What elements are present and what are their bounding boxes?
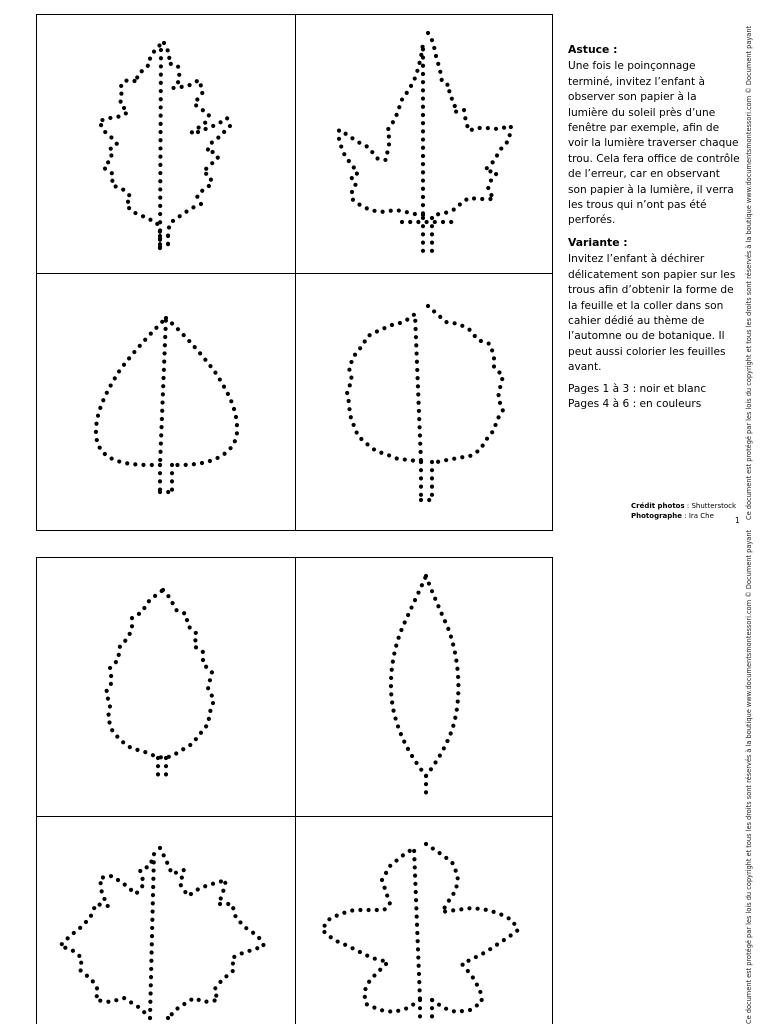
photo-credit bbox=[631, 501, 736, 521]
credit-photographer-label: Photographe bbox=[631, 512, 683, 520]
grid-divider bbox=[37, 816, 552, 817]
pages-bw-text: Pages 1 à 3 : noir et blanc bbox=[568, 382, 707, 395]
credit-photos-label: Crédit photos bbox=[631, 502, 685, 510]
instructions-panel bbox=[568, 42, 740, 412]
variante-heading: Variante : bbox=[568, 235, 628, 249]
grid-divider bbox=[295, 558, 296, 1024]
copyright-notice-bottom: Ce document est protégé par les lois du copyright et tous les droits sont réservés à la boutique www.documentsmontessori.com © Document payant bbox=[745, 529, 753, 1024]
page-number: 1 bbox=[735, 516, 740, 525]
copyright-notice-top: Ce document est protégé par les lois du copyright et tous les droits sont réservés à la boutique www.documentsmontessori.com © Document payant bbox=[745, 25, 753, 520]
astuce-heading: Astuce : bbox=[568, 43, 618, 56]
grid-divider bbox=[37, 273, 552, 274]
pages-info bbox=[568, 382, 740, 413]
leaf-grid-top bbox=[36, 14, 553, 531]
leaf-grid-bottom bbox=[36, 557, 553, 1024]
pages-color-text: Pages 4 à 6 : en couleurs bbox=[568, 397, 702, 410]
credit-photos-value: : Shutterstock bbox=[684, 502, 737, 510]
astuce-text: Une fois le poinçonnage terminé, invitez l’enfant à observer son papier à la lumière du soleil près d’une fenêtre par exemple, afin de voir la lumière traverser chaque trou. Cela fera office de contrôle de l’erreur, car en observant son papier à la lumière, il verra les trous qui n’ont pas été perforés. bbox=[568, 60, 740, 227]
credit-photographer-value: : Ira Che bbox=[682, 512, 714, 520]
variante-text: Invitez l’enfant à déchirer délicatement son papier sur les trous afin d’obtenir la forme de la feuille et la coller dans son cahier dédié au thème de l’automne ou de botanique. Il peut aussi colorier les feuilles avant. bbox=[568, 253, 736, 374]
